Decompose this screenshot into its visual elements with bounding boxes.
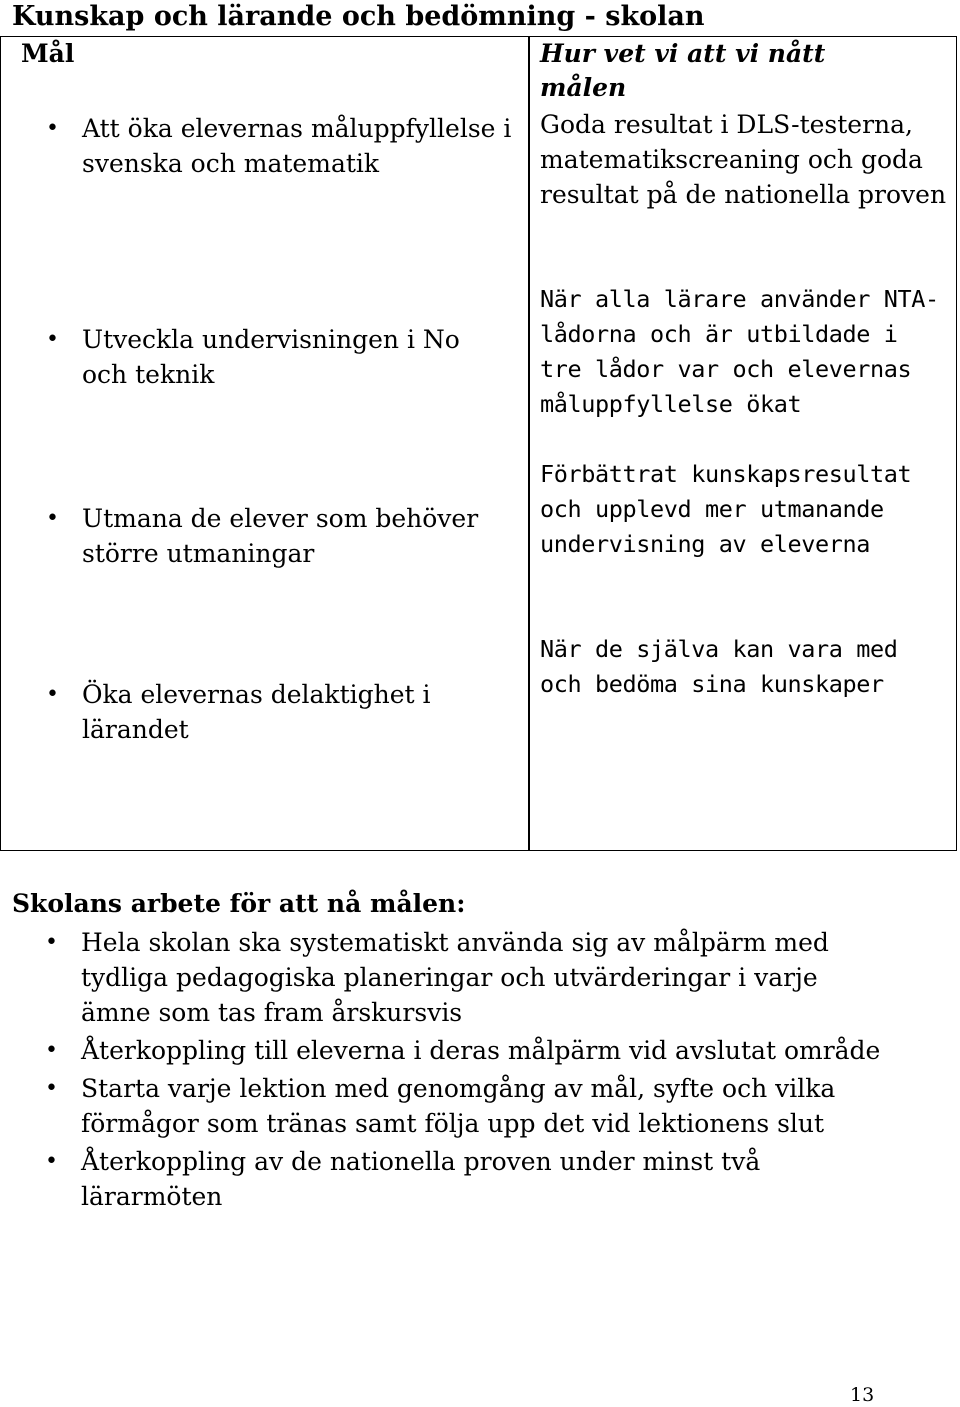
goal-text: Öka elevernas delaktighet i lärandet [82,680,431,744]
goals-table [0,36,957,851]
bullet-icon: • [46,116,59,141]
measures-column-header: Hur vet vi att vi nått målen [540,39,826,102]
measure-text: Goda resultat i DLS-testerna, matematikscreaning och goda resultat på de nationella proven [540,110,947,209]
bullet-icon: • [46,327,59,352]
bullet-icon: • [45,1076,58,1101]
goal-text: Utveckla undervisningen i No och teknik [82,325,460,389]
page-heading: Kunskap och lärande och bedömning - skolan [12,1,705,32]
list-item [0,1071,881,1141]
list-item [0,1144,881,1214]
list-item-text: Starta varje lektion med genomgång av mål, syfte och vilka förmågor som tränas samt följa upp det vid lektionens slut [81,1074,836,1138]
bullet-icon: • [45,930,58,955]
work-section-title: Skolans arbete för att nå målen: [12,889,466,918]
list-item-text: Hela skolan ska systematiskt använda sig av målpärm med tydliga pedagogiska planeringar och utvärderingar i varje ämne som tas fram årskursvis [81,928,829,1027]
list-item [0,925,881,1030]
goals-column-header: Mål [21,39,75,68]
bullet-icon: • [46,682,59,707]
work-list [0,925,960,1217]
page-number: 13 [850,1384,875,1406]
goal-text: Att öka elevernas måluppfyllelse i svenska och matematik [82,114,512,178]
bullet-icon: • [46,506,59,531]
measure-text: Förbättrat kunskapsresultat och upplevd mer utmanande undervisning av eleverna [540,460,912,558]
column-divider [528,37,530,850]
bullet-icon: • [45,1038,58,1063]
list-item-text: Återkoppling av de nationella proven under minst två lärarmöten [81,1147,761,1211]
list-item [0,1033,881,1068]
measure-text: När alla lärare använder NTA-lådorna och är utbildade i tre lådor var och elevernas måluppfyllelse ökat [540,285,939,418]
measure-text: När de själva kan vara med och bedöma sina kunskaper [540,635,898,698]
list-item-text: Återkoppling till eleverna i deras målpärm vid avslutat område [81,1036,881,1065]
bullet-icon: • [45,1149,58,1174]
goal-text: Utmana de elever som behöver större utmaningar [82,504,479,568]
